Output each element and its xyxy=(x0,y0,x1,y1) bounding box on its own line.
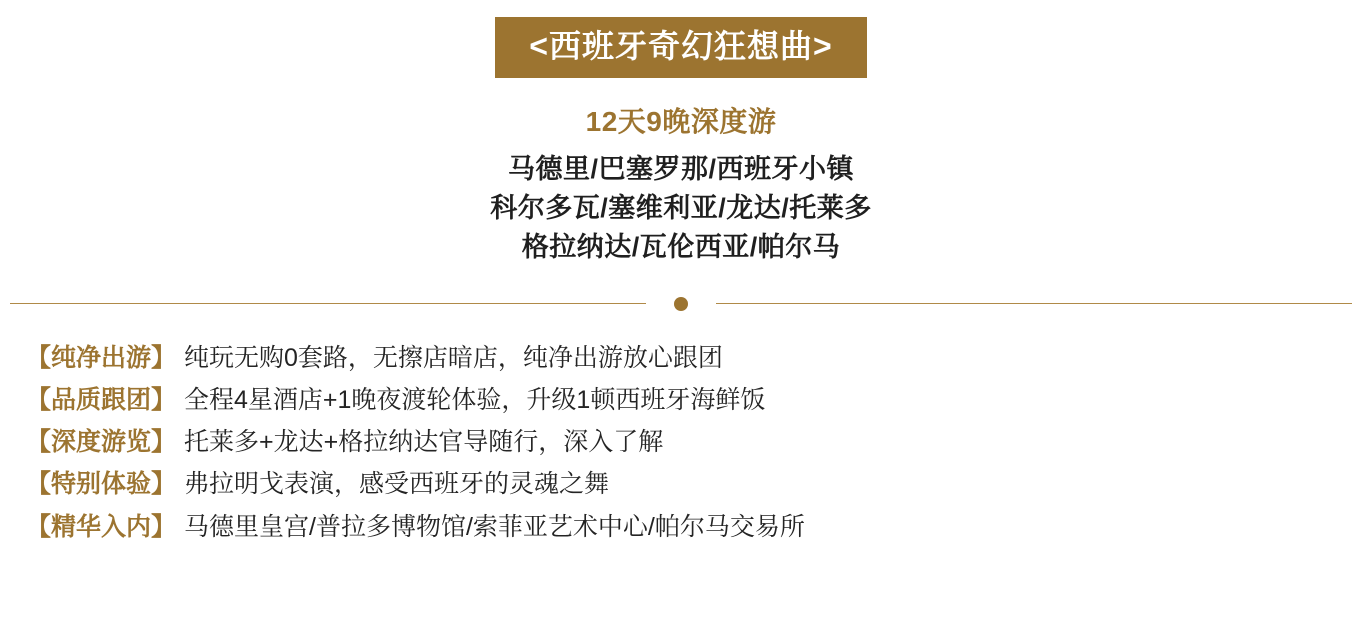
feature-tag: 【精华入内】 xyxy=(26,512,177,541)
trip-duration-subtitle: 12天9晚深度游 xyxy=(585,106,777,138)
product-title-banner: <西班牙奇幻狂想曲> xyxy=(495,17,866,78)
feature-list xyxy=(0,340,1362,545)
city-list xyxy=(0,150,1362,267)
list-item xyxy=(26,466,1362,502)
list-item xyxy=(26,509,1362,545)
feature-text: 全程4星酒店+1晚夜渡轮体验，升级1顿西班牙海鲜饭 xyxy=(184,385,766,414)
list-item xyxy=(26,424,1362,460)
city-line: 格拉纳达/瓦伦西亚/帕尔马 xyxy=(521,232,841,263)
city-line: 马德里/巴塞罗那/西班牙小镇 xyxy=(507,154,854,185)
feature-tag: 【纯净出游】 xyxy=(26,343,177,372)
feature-tag: 【特别体验】 xyxy=(26,470,177,499)
feature-tag: 【深度游览】 xyxy=(26,428,177,457)
list-item xyxy=(26,340,1362,376)
feature-tag: 【品质跟团】 xyxy=(26,385,177,414)
title-banner-container xyxy=(0,0,1362,78)
feature-text: 纯玩无购0套路，无擦店暗店，纯净出游放心跟团 xyxy=(184,343,723,372)
feature-text: 弗拉明戈表演，感受西班牙的灵魂之舞 xyxy=(184,470,610,499)
section-divider xyxy=(10,294,1352,314)
list-item xyxy=(26,382,1362,418)
feature-text: 托莱多+龙达+格拉纳达官导随行，深入了解 xyxy=(184,428,664,457)
divider-dot-icon xyxy=(674,297,688,311)
city-line: 科尔多瓦/塞维利亚/龙达/托莱多 xyxy=(490,193,872,224)
feature-text: 马德里皇宫/普拉多博物馆/索菲亚艺术中心/帕尔马交易所 xyxy=(184,512,805,541)
